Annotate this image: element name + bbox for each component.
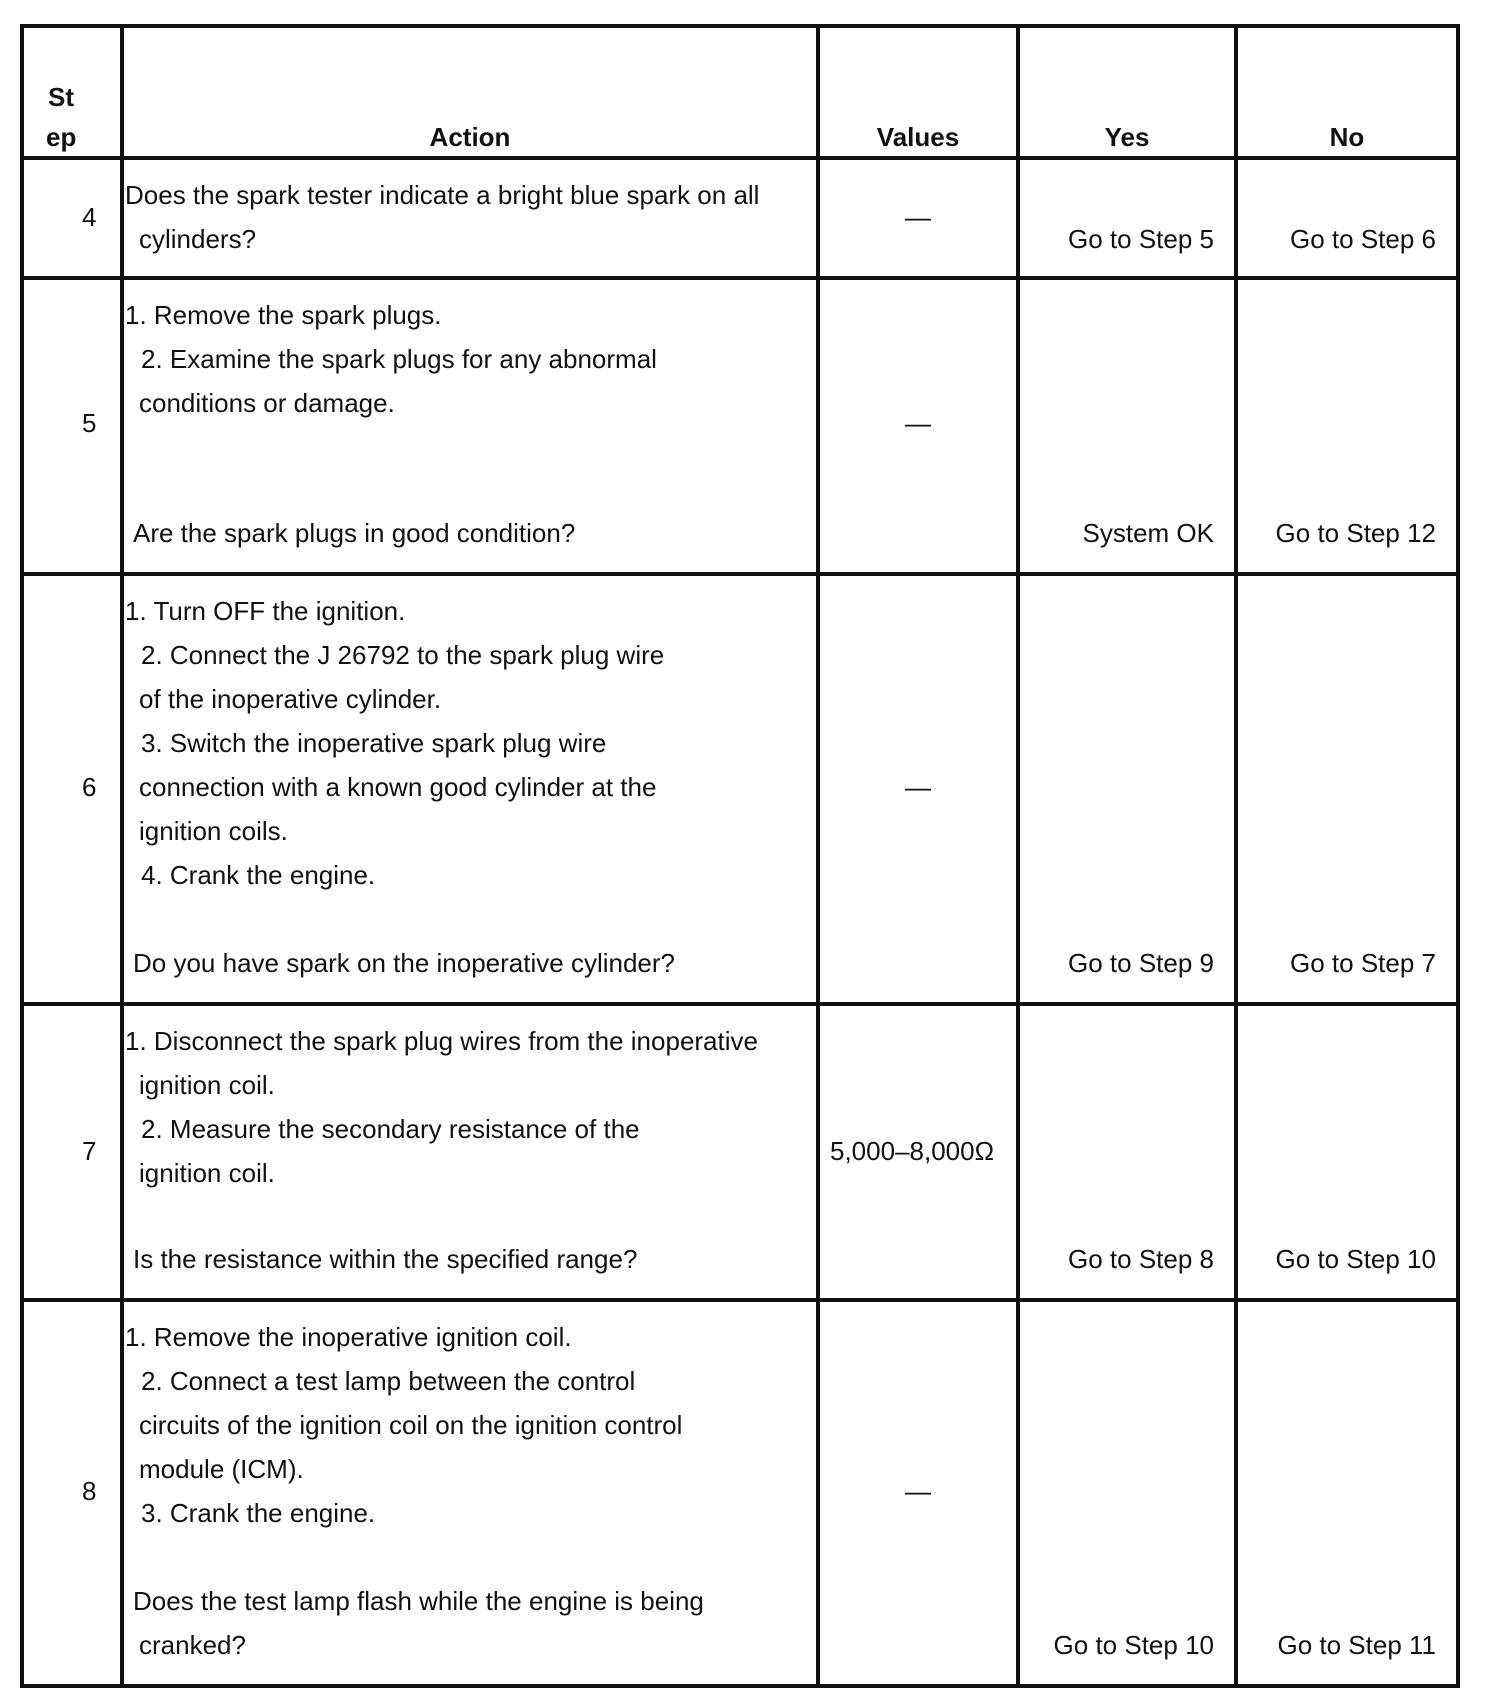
- action-question: Are the spark plugs in good condition?: [133, 518, 576, 548]
- value-text: —: [905, 772, 931, 802]
- action-text: of the inoperative cylinder.: [139, 684, 442, 714]
- yes-text: Go to Step 10: [1053, 1630, 1214, 1660]
- resistance-value: 5,000–8,000Ω: [830, 1136, 995, 1166]
- action-text: 3. Crank the engine.: [141, 1498, 376, 1528]
- action-text: Does the spark tester indicate a bright blue spark on all: [125, 180, 760, 210]
- grid-line: [1234, 24, 1238, 1688]
- header-action: Action: [429, 122, 511, 152]
- action-question: cranked?: [139, 1630, 246, 1660]
- value-text: —: [905, 1476, 931, 1506]
- action-text: 1. Remove the inoperative ignition coil.: [125, 1322, 572, 1352]
- grid-line: [1456, 24, 1460, 1688]
- yes-text: Go to Step 9: [1068, 948, 1214, 978]
- action-text: 2. Connect the J 26792 to the spark plug wire: [141, 640, 665, 670]
- diagnostic-table: [20, 24, 1460, 1688]
- value-text: —: [905, 202, 931, 232]
- header-values: Values: [876, 122, 960, 152]
- grid-line: [20, 572, 1460, 576]
- step-number: 5: [82, 408, 97, 438]
- no-text: Go to Step 12: [1275, 518, 1436, 548]
- no-text: Go to Step 7: [1290, 948, 1436, 978]
- step-number: 8: [82, 1476, 97, 1506]
- action-question: Is the resistance within the specified range?: [133, 1244, 638, 1274]
- no-text: Go to Step 10: [1275, 1244, 1436, 1274]
- action-text: 3. Switch the inoperative spark plug wire: [141, 728, 607, 758]
- action-text: conditions or damage.: [139, 388, 395, 418]
- yes-text: System OK: [1082, 518, 1214, 548]
- yes-text: Go to Step 8: [1068, 1244, 1214, 1274]
- grid-line: [120, 24, 124, 1688]
- step-number: 7: [82, 1136, 97, 1166]
- action-text: ignition coils.: [139, 816, 288, 846]
- action-text: 2. Connect a test lamp between the control: [141, 1366, 636, 1396]
- grid-line: [20, 276, 1460, 280]
- grid-line: [816, 24, 820, 1688]
- action-text: 2. Examine the spark plugs for any abnormal: [141, 344, 657, 374]
- action-text: 1. Remove the spark plugs.: [125, 300, 442, 330]
- action-text: 1. Turn OFF the ignition.: [125, 596, 406, 626]
- grid-line: [20, 24, 24, 1688]
- action-text: 2. Measure the secondary resistance of the: [141, 1114, 640, 1144]
- yes-text: Go to Step 5: [1068, 224, 1214, 254]
- action-text: ignition coil.: [139, 1070, 275, 1100]
- action-text: ignition coil.: [139, 1158, 275, 1188]
- grid-line: [20, 24, 1460, 28]
- action-text: cylinders?: [139, 224, 257, 254]
- grid-line: [20, 1684, 1460, 1688]
- value-text: —: [905, 408, 931, 438]
- header-step-line2: ep: [46, 122, 77, 152]
- action-text: module (ICM).: [139, 1454, 304, 1484]
- action-text: connection with a known good cylinder at the: [139, 772, 657, 802]
- step-number: 6: [82, 772, 97, 802]
- action-text: 4. Crank the engine.: [141, 860, 376, 890]
- action-text: 1. Disconnect the spark plug wires from the inoperative: [125, 1026, 758, 1056]
- no-text: Go to Step 6: [1290, 224, 1436, 254]
- step-number: 4: [82, 202, 97, 232]
- no-text: Go to Step 11: [1277, 1630, 1436, 1660]
- header-yes: Yes: [1104, 122, 1150, 152]
- action-text: circuits of the ignition coil on the ignition control: [139, 1410, 683, 1440]
- grid-line: [20, 1002, 1460, 1006]
- grid-line: [1016, 24, 1020, 1688]
- header-step-line1: St: [48, 82, 74, 112]
- grid-line: [20, 1298, 1460, 1302]
- action-question: Do you have spark on the inoperative cylinder?: [133, 948, 675, 978]
- action-question: Does the test lamp flash while the engine is being: [133, 1586, 704, 1616]
- header-no: No: [1329, 122, 1365, 152]
- grid-line: [20, 156, 1460, 160]
